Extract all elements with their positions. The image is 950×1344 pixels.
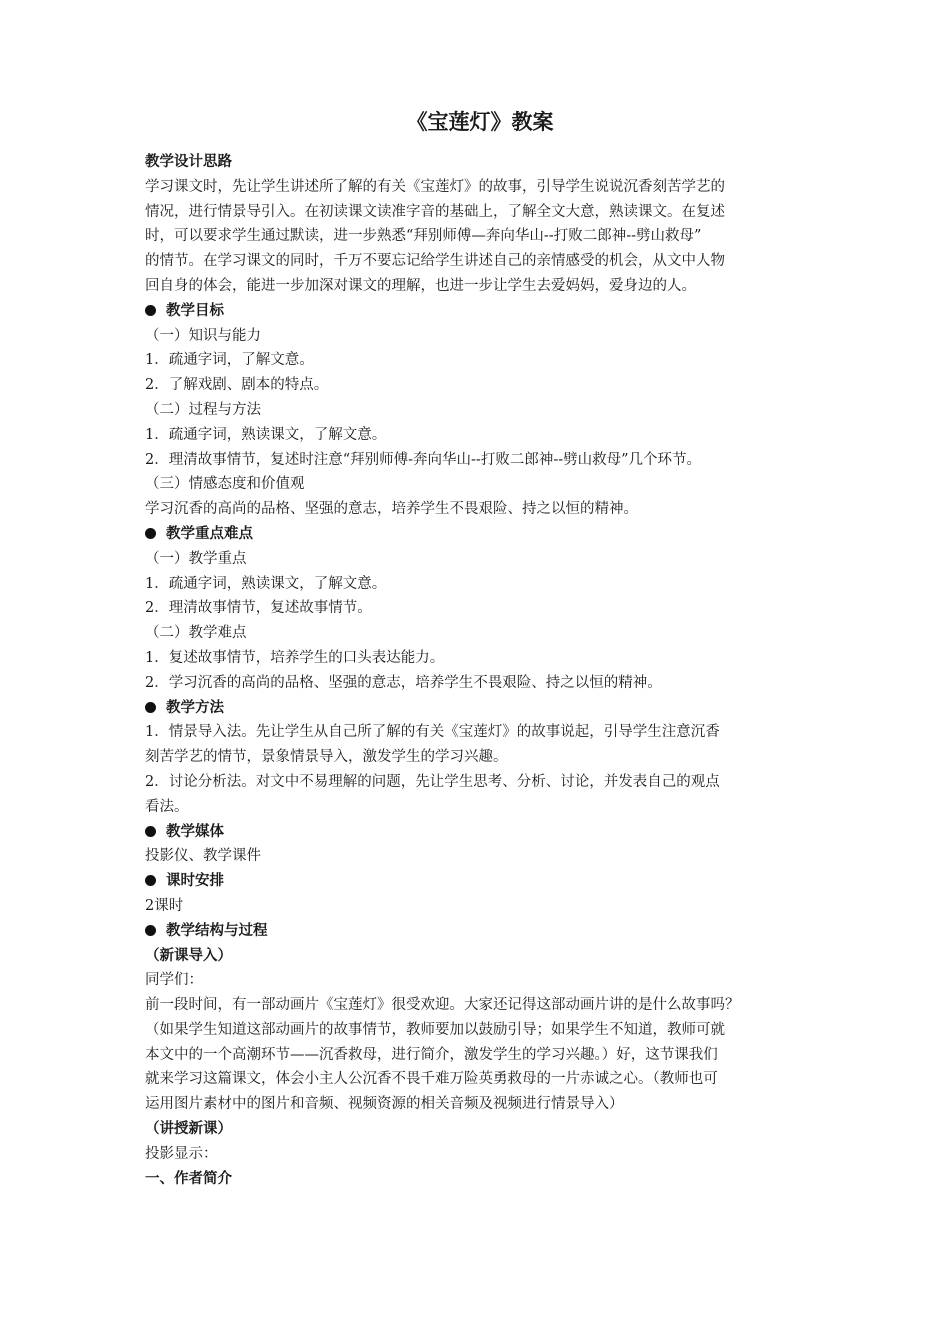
document-body <box>145 150 815 1191</box>
text-line: 2．讨论分析法。对文中不易理解的问题，先让学生思考、分析、讨论，并发表自己的观点 <box>145 773 720 790</box>
text-line: （二）过程与方法 <box>145 401 261 418</box>
section-heading <box>145 696 815 721</box>
text-line: 运用图片素材中的图片和音频、视频资源的相关音频及视频进行情景导入） <box>145 1096 624 1113</box>
text-line: 回自身的体会，能进一步加深对课文的理解，也进一步让学生去爱妈妈，爱身边的人。 <box>145 277 696 294</box>
subheading: （新课导入） <box>145 947 232 964</box>
text-line: 本文中的一个高潮环节——沉香救母，进行简介，激发学生的学习兴趣。）好，这节课我们 <box>145 1046 718 1063</box>
text-line: 刻苦学艺的情节，景象情景导入，激发学生的学习兴趣。 <box>145 749 508 766</box>
text-line: 2．了解戏剧、剧本的特点。 <box>145 377 329 394</box>
text-line: 的情节。在学习课文的同时，千万不要忘记给学生讲述自己的亲情感受的机会，从文中人物 <box>145 253 725 270</box>
section-heading <box>145 820 815 845</box>
text-line: 学习沉香的高尚的品格、坚强的意志，培养学生不畏艰险、持之以恒的精神。 <box>145 501 638 518</box>
section-heading <box>145 299 815 324</box>
text-line: 同学们： <box>145 972 203 989</box>
text-line: 1．复述故事情节，培养学生的口头表达能力。 <box>145 649 445 666</box>
document-page <box>145 108 815 1191</box>
text-line: 2课时 <box>145 897 184 914</box>
text-line: 就来学习这篇课文，体会小主人公沉香不畏千难万险英勇救母的一片赤诚之心。（教师也可 <box>145 1071 718 1088</box>
text-line: 学习课文时，先让学生讲述所了解的有关《宝莲灯》的故事，引导学生说说沉香刻苦学艺的 <box>145 178 725 195</box>
bullet-icon <box>145 925 156 936</box>
section-heading <box>145 522 815 547</box>
bullet-icon <box>145 875 156 886</box>
section-heading-text: 教学方法 <box>166 699 224 716</box>
text-line: 1．疏通字词，熟读课文，了解文意。 <box>145 426 387 443</box>
text-line: 时，可以要求学生通过默读，进一步熟悉“拜别师傅—奔向华山--打败二郎神--劈山救母” <box>145 228 702 245</box>
text-line: （一）知识与能力 <box>145 327 261 344</box>
section-heading <box>145 919 815 944</box>
text-line: 2．理清故事情节，复述故事情节。 <box>145 600 372 617</box>
text-line: （一）教学重点 <box>145 550 247 567</box>
text-line: 1．情景导入法。先让学生从自己所了解的有关《宝莲灯》的故事说起，引导学生注意沉香 <box>145 724 720 741</box>
text-line: （三）情感态度和价值观 <box>145 476 305 493</box>
section-heading-text: 教学媒体 <box>166 823 224 840</box>
text-line: 1．疏通字词，熟读课文，了解文意。 <box>145 575 387 592</box>
text-line: 1．疏通字词，了解文意。 <box>145 352 314 369</box>
section-heading <box>145 869 815 894</box>
text-line: 投影显示： <box>145 1145 218 1162</box>
text-line: 2．学习沉香的高尚的品格、坚强的意志，培养学生不畏艰险、持之以恒的精神。 <box>145 674 662 691</box>
bullet-icon <box>145 826 156 837</box>
text-line: （二）教学难点 <box>145 625 247 642</box>
section-heading-text: 教学结构与过程 <box>166 922 268 939</box>
document-title: 《宝莲灯》教案 <box>406 110 554 134</box>
text-line: 看法。 <box>145 798 189 815</box>
section-heading-text: 课时安排 <box>166 873 224 890</box>
subheading: 一、作者简介 <box>145 1170 232 1187</box>
bullet-icon <box>145 305 156 316</box>
text-line: 情况，进行情景导引入。在初读课文读准字音的基础上，了解全文大意，熟读课文。在复述 <box>145 203 725 220</box>
section-heading-text: 教学重点难点 <box>166 525 253 542</box>
subheading: 教学设计思路 <box>145 154 232 170</box>
text-line: （如果学生知道这部动画片的故事情节，教师要加以鼓励引导；如果学生不知道，教师可就 <box>145 1021 725 1038</box>
section-heading-text: 教学目标 <box>166 302 224 319</box>
bullet-icon <box>145 702 156 713</box>
bullet-icon <box>145 528 156 539</box>
subheading: （讲授新课） <box>145 1121 232 1138</box>
text-line: 投影仪、教学课件 <box>145 848 261 865</box>
text-line: 2．理清故事情节，复述时注意“拜别师傅-奔向华山--打败二郎神--劈山救母”几个环节。 <box>145 451 702 468</box>
text-line: 前一段时间，有一部动画片《宝莲灯》很受欢迎。大家还记得这部动画片讲的是什么故事吗？ <box>145 997 740 1014</box>
